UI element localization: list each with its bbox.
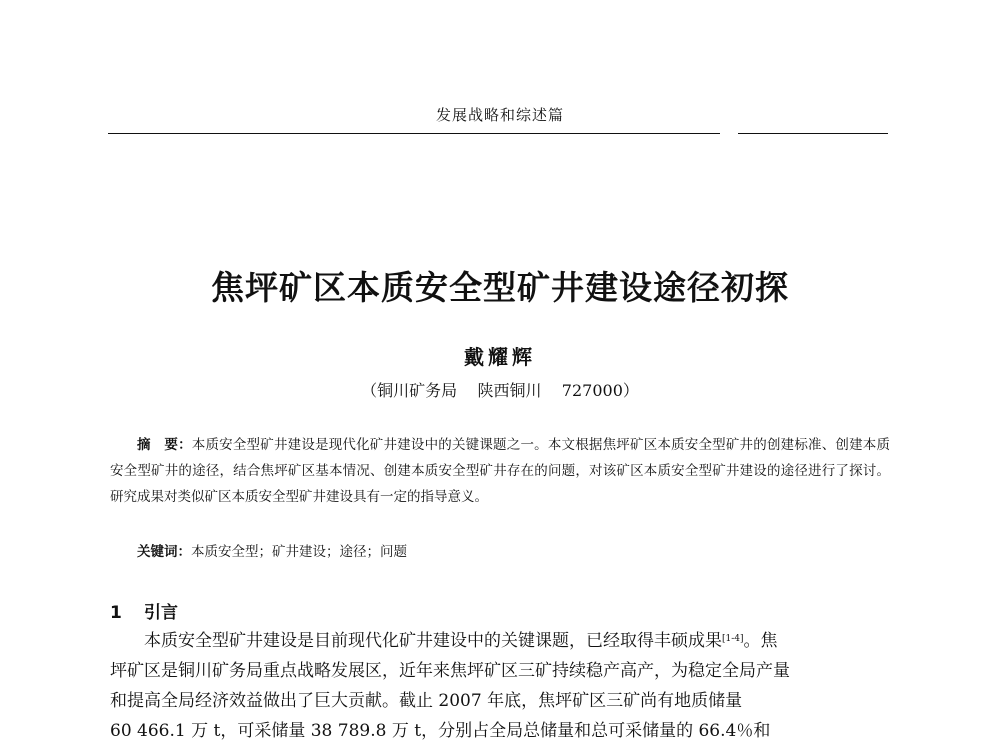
- header-rule-left: [108, 133, 720, 134]
- keywords-text: 本质安全型；矿井建设；途径；问题: [191, 544, 407, 560]
- author-affiliation: （铜川矿务局 陕西铜川 727000）: [361, 381, 639, 400]
- paragraph-line: 坪矿区是铜川矿务局重点战略发展区，近年来焦坪矿区三矿持续稳产高产，为稳定全局产量: [110, 661, 790, 681]
- paragraph-line: 60 466.1 万 t，可采储量 38 789.8 万 t，分别占全局总储量和总可采储量的 66.4％和: [110, 721, 771, 741]
- abstract: [110, 432, 890, 510]
- running-header: 发展战略和综述篇: [435, 106, 564, 124]
- paragraph-line: 和提高全局经济效益做出了巨大贡献。截止 2007 年底，焦坪矿区三矿尚有地质储量: [110, 691, 743, 711]
- article-title: 焦坪矿区本质安全型矿井建设途径初探: [211, 268, 789, 307]
- header-rule-right: [738, 133, 888, 134]
- paragraph-text: 。焦: [743, 631, 778, 651]
- paragraph-line: [110, 626, 890, 656]
- section-number: 1: [110, 603, 122, 623]
- keywords-label: 关键词：: [137, 544, 191, 560]
- citation-ref: [1-4]: [722, 634, 744, 644]
- section-body: [110, 626, 890, 746]
- keywords: [137, 540, 407, 560]
- abstract-label: 摘 要：: [137, 437, 192, 453]
- abstract-text: 本质安全型矿井建设是现代化矿井建设中的关键课题之一。本文根据焦坪矿区本质安全型矿井的创建标准、创建本质安全型矿井的途径，结合焦坪矿区基本情况、创建本质安全型矿井存在的问题，对该矿区本质安全型矿井建设的途径进行了探讨。研究成果对类似矿区本质安全型矿井建设具有一定的指导意义。: [110, 437, 891, 505]
- paragraph-text: 本质安全型矿井建设是目前现代化矿井建设中的关键课题，已经取得丰硕成果: [144, 631, 722, 651]
- author-name: 戴耀辉: [464, 345, 536, 369]
- section-heading: [110, 598, 178, 623]
- section-title: 引言: [144, 603, 178, 623]
